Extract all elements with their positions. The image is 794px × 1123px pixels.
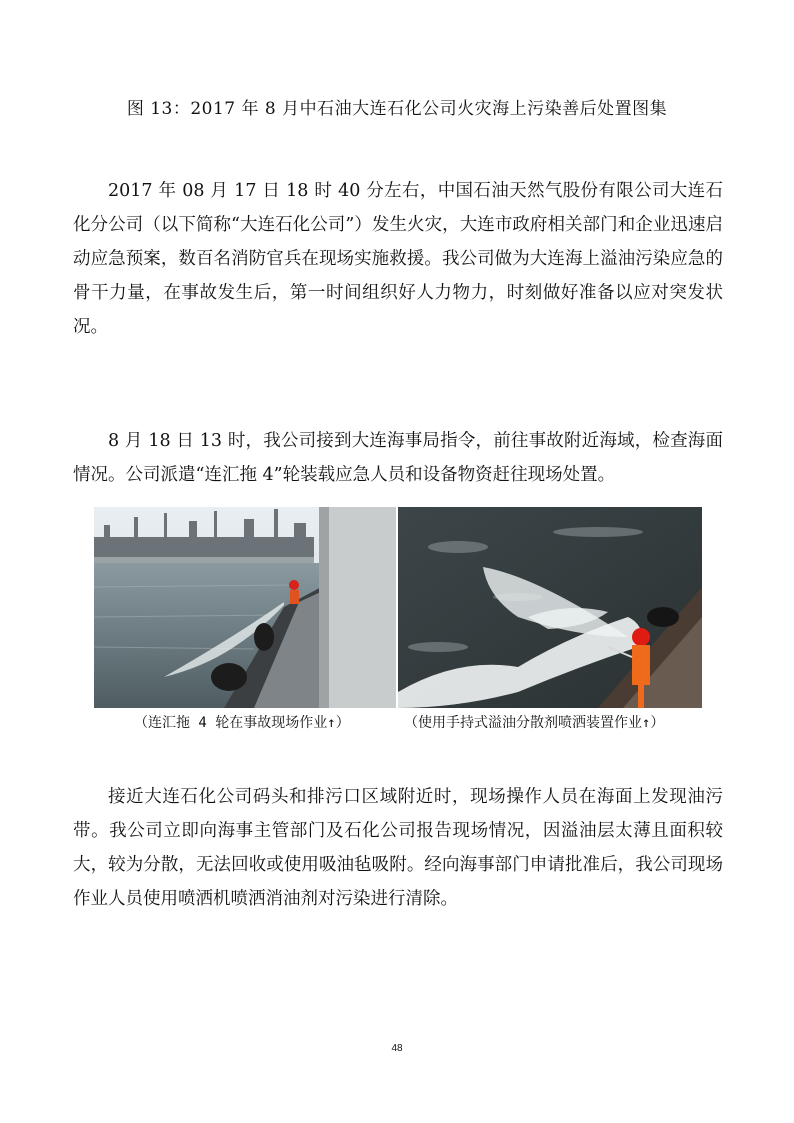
photo-caption-right: （使用手持式溢油分散剂喷洒装置作业↑） (404, 715, 665, 731)
document-title: 图 13：2017 年 8 月中石油大连石化公司火灾海上污染善后处置图集 (126, 99, 668, 119)
paragraph-2: 8 月 18 日 13 时，我公司接到大连海事局指令，前往事故附近海域，检查海面情况。公司派遣“连汇拖 4”轮装载应急人员和设备物资赶往现场处置。 (73, 431, 723, 485)
page-number: 48 (391, 1043, 403, 1054)
paragraph-1: 2017 年 08 月 17 日 18 时 40 分左右，中国石油天然气股份有限公司大连石化分公司（以下简称“大连石化公司”）发生火灾，大连市政府相关部门和企业迅速启动应急预案，数百名消防官兵在现场实施救援。我公司做为大连海上溢油污染应急的骨干力量，在事故发生后，第一时间组织好人力物力，时刻做好准备以应对突发状况。 (73, 181, 723, 337)
photo-caption-left: （连汇拖 4 轮在事故现场作业↑） (134, 715, 350, 731)
paragraph-3: 接近大连石化公司码头和排污口区域附近时，现场操作人员在海面上发现油污带。我公司立即向海事主管部门及石化公司报告现场情况，因溢油层太薄且面积较大，较为分散，无法回收或使用吸油毡吸附。经向海事部门申请批准后，我公司现场作业人员使用喷洒机喷洒消油剂对污染进行清除。 (73, 787, 723, 909)
photo-dispersant-spraying (398, 507, 702, 708)
photo-tugboat-operation (94, 507, 396, 708)
